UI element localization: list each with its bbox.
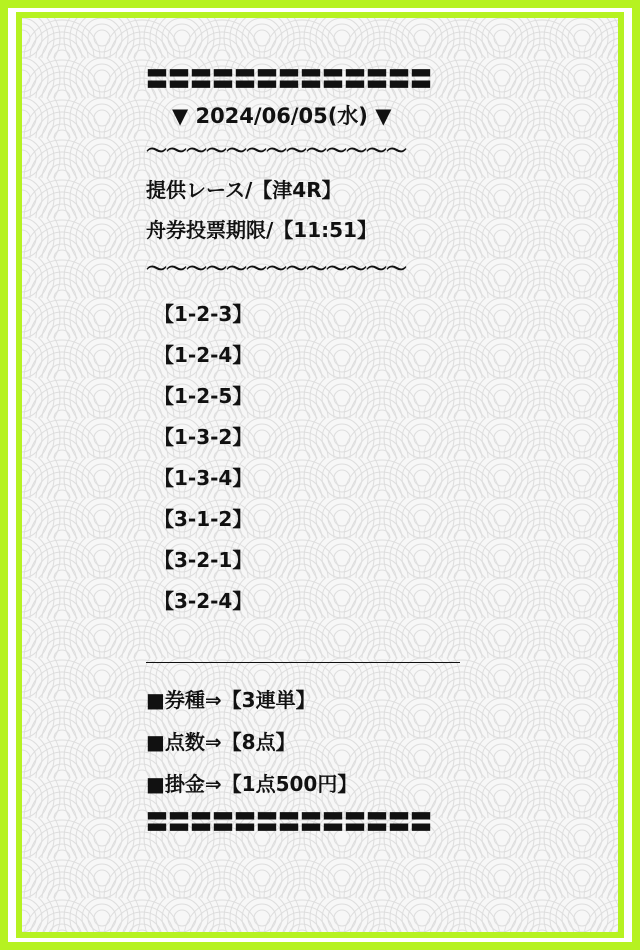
race-info: [146, 170, 462, 250]
pick-item: 【3-2-1】: [154, 548, 253, 572]
points-line: ■点数⇒【8点】: [146, 730, 296, 754]
top-decorative-bar: 〓〓〓〓〓〓〓〓〓〓〓〓〓: [146, 68, 433, 93]
pick-item: 【1-3-2】: [154, 425, 253, 449]
pick-item: 【1-2-3】: [154, 302, 253, 326]
divider-line: [146, 662, 460, 663]
pick-item: 【3-2-4】: [154, 589, 253, 613]
tip-content: [146, 64, 462, 841]
wave-separator-top: 〜〜〜〜〜〜〜〜〜〜〜〜〜: [146, 139, 406, 163]
date-line: ▼ 2024/06/05(水) ▼: [172, 104, 392, 128]
pick-item: 【3-1-2】: [154, 507, 253, 531]
bet-details: [146, 679, 462, 805]
deadline-line: 舟券投票期限/【11:51】: [146, 218, 377, 242]
race-line: 提供レース/【津4R】: [146, 178, 342, 202]
pick-list: [146, 294, 462, 622]
bottom-decorative-bar: 〓〓〓〓〓〓〓〓〓〓〓〓〓: [146, 811, 433, 836]
pick-item: 【1-2-4】: [154, 343, 253, 367]
pick-item: 【1-2-5】: [154, 384, 253, 408]
pick-item: 【1-3-4】: [154, 466, 253, 490]
bet-type-line: ■券種⇒【3連単】: [146, 688, 316, 712]
wave-separator-bottom: 〜〜〜〜〜〜〜〜〜〜〜〜〜: [146, 257, 406, 281]
stake-line: ■掛金⇒【1点500円】: [146, 772, 358, 796]
